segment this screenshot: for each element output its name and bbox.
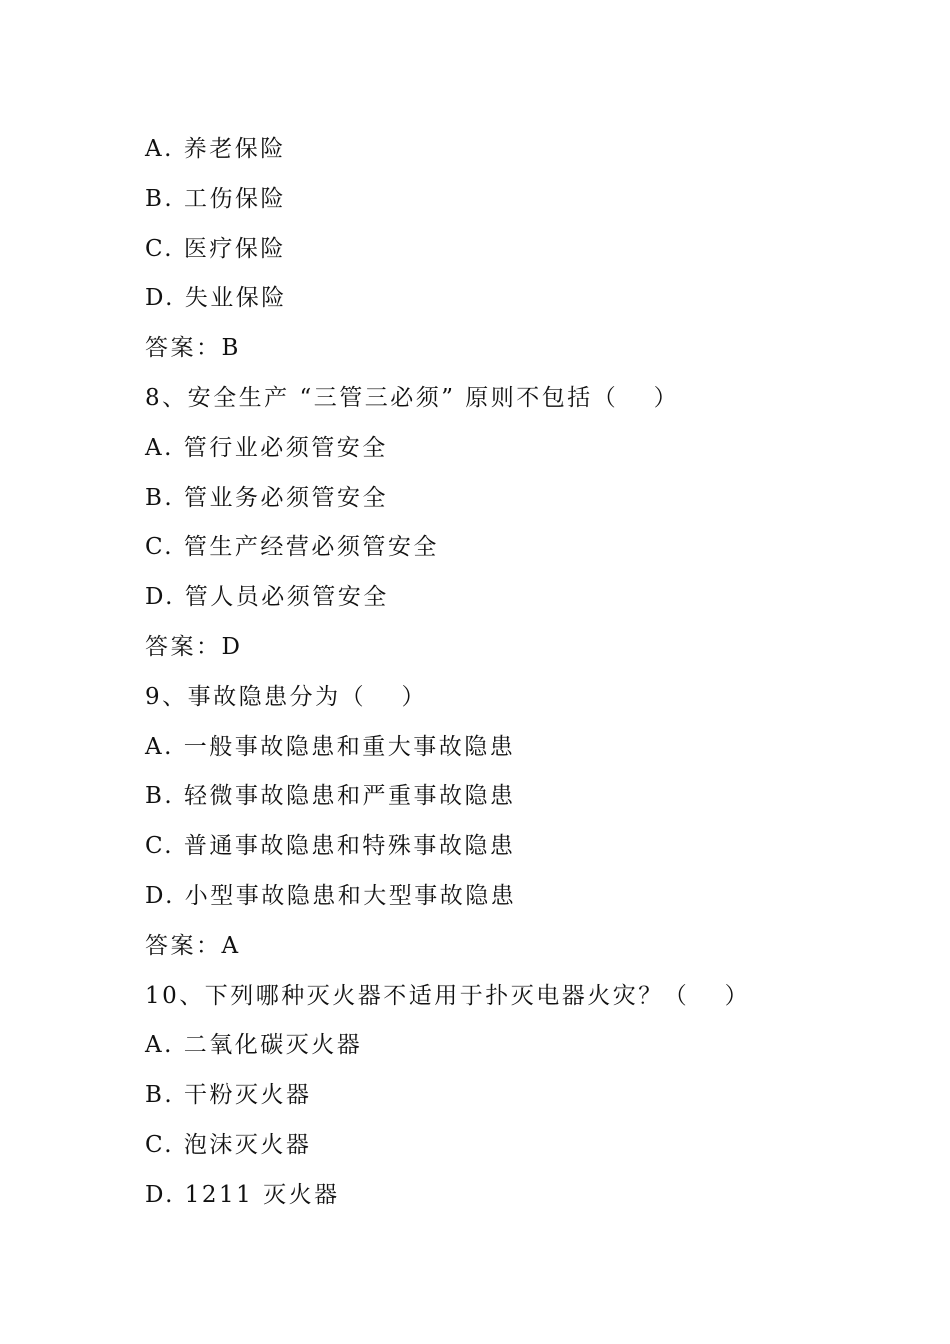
q8-option-b: B. 管业务必须管安全 <box>145 484 389 511</box>
question-list <box>145 128 845 1224</box>
q9-question: 9、事故隐患分为（ ） <box>145 683 427 710</box>
q10-option-a: A. 二氧化碳灭火器 <box>145 1032 363 1059</box>
q10-option-b: B. 干粉灭火器 <box>145 1082 312 1109</box>
q7-option-c: C. 医疗保险 <box>145 235 286 262</box>
q9-option-b: B. 轻微事故隐患和严重事故隐患 <box>145 783 516 810</box>
q7-option-b: B. 工伤保险 <box>145 185 287 212</box>
q9-option-a: A. 一般事故隐患和重大事故隐患 <box>145 733 516 760</box>
q8-option-a: A. 管行业必须管安全 <box>145 434 388 461</box>
q10-option-c: C. 泡沫灭火器 <box>145 1131 312 1158</box>
q10-option-d: D. 1211 灭火器 <box>145 1181 340 1208</box>
q8-option-d: D. 管人员必须管安全 <box>145 584 389 611</box>
q7-option-a: A. 养老保险 <box>145 136 286 162</box>
q7-option-d: D. 失业保险 <box>145 285 287 312</box>
q10-question: 10、下列哪种灭火器不适用于扑灭电器火灾？（ ） <box>145 982 751 1009</box>
q9-answer: 答案：A <box>145 932 241 959</box>
q9-option-d: D. 小型事故隐患和大型事故隐患 <box>145 882 517 909</box>
q8-question: 8、安全生产 “三管三必须” 原则不包括（ ） <box>145 384 680 411</box>
q8-option-c: C. 管生产经营必须管安全 <box>145 534 439 561</box>
q9-option-c: C. 普通事故隐患和特殊事故隐患 <box>145 833 516 860</box>
q8-answer: 答案：D <box>145 633 243 660</box>
q7-answer: 答案：B <box>145 335 241 362</box>
